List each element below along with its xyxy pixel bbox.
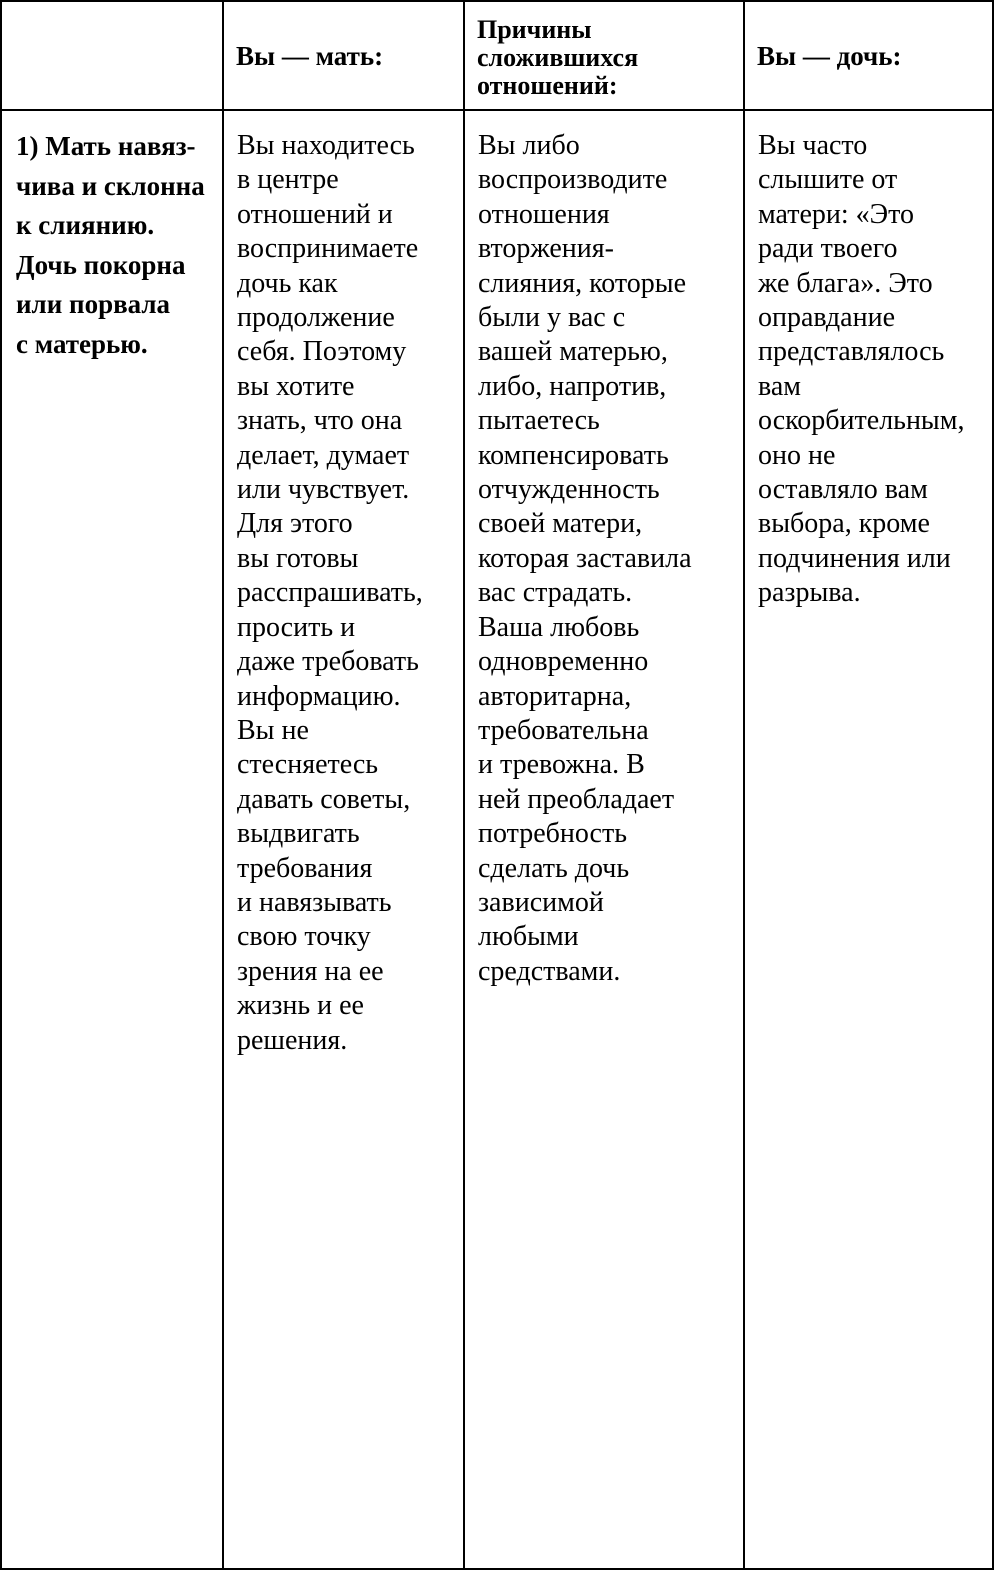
row-label-cell: 1) Мать навяз- чива и склонна к слиянию. Дочь покорна или порвала с матерью. bbox=[1, 110, 223, 1569]
header-you-mother: Вы — мать: bbox=[223, 1, 464, 110]
mother-cell: Вы находитесь в центре отношений и воспринимаете дочь как продолжение себя. Поэтому вы хотите знать, что она делает, думает или чувствует. Для этого вы готовы расспрашивать, просить и даже требовать информацию. Вы не стесняетесь давать советы, выдвигать требования и навязывать свою точку зрения на ее жизнь и ее решения. bbox=[223, 110, 464, 1569]
header-empty-cell bbox=[1, 1, 223, 110]
causes-cell: Вы либо воспроизводите отношения вторжения- слияния, которые были у вас с вашей матерью, либо, напротив, пытаетесь компенсировать отчужденность своей матери, которая заставила вас страдать. Ваша любовь одновременно авторитарна, требовательна и тревожна. В ней преобладает потребность сделать дочь зависимой любыми средствами. bbox=[464, 110, 744, 1569]
header-you-daughter: Вы — дочь: bbox=[744, 1, 993, 110]
table-header-row bbox=[1, 1, 993, 110]
header-causes-text: Причины сложившихся отношений: bbox=[477, 14, 639, 100]
header-causes bbox=[464, 1, 744, 110]
table-row bbox=[1, 110, 993, 1569]
daughter-cell: Вы часто слышите от матери: «Это ради твоего же блага». Это оправдание представлялось вам оскорбительным, оно не оставляло вам выбора, кроме подчинения или разрыва. bbox=[744, 110, 993, 1569]
